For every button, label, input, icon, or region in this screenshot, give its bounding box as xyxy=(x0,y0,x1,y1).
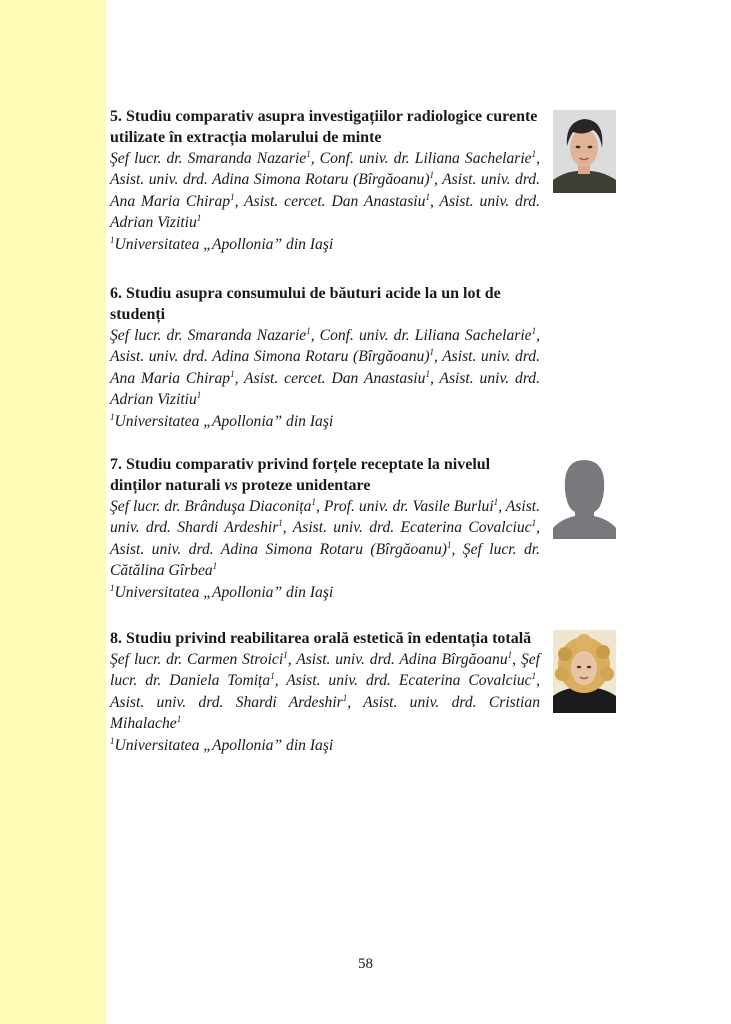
entry-affiliation: $^1$Universitatea „Apollonia” din Iaşi xyxy=(110,411,334,430)
entry-title: 7. Studiu comparativ privind forțele receptate la nivelul dinților naturali vs proteze unidentare xyxy=(110,456,491,494)
portrait-woman-icon xyxy=(553,110,616,193)
entry-title: 5. Studiu comparativ asupra investigațiilor radiologice curente utilizate în extracția molarului de minte xyxy=(110,108,538,146)
entry-title: 8. Studiu privind reabilitarea orală estetică în edentația totală xyxy=(110,630,532,647)
entry-title: 6. Studiu asupra consumului de băuturi acide la un lot de studenți xyxy=(110,285,501,323)
entry-authors: Şef lucr. dr. Carmen Stroici$^1$, Asist. univ. drd. Adina Bîrgăoanu$^1$, Şef lucr. dr. Daniela Tomița$^1$, Asist. univ. drd. Ecaterina Covalciuc$^1$, Asist. univ. drd. Shardi Ardeshir$^1$, Asist. univ. drd. Cristian Mihalache$^1$ xyxy=(110,649,540,733)
author-photo xyxy=(553,630,616,713)
entry-affiliation: $^1$Universitatea „Apollonia” din Iaşi xyxy=(110,234,334,253)
person-silhouette-icon xyxy=(553,456,616,539)
author-photo xyxy=(553,456,616,539)
entry-affiliation: $^1$Universitatea „Apollonia” din Iaşi xyxy=(110,582,334,601)
author-photo xyxy=(553,110,616,193)
entry-authors: Şef lucr. dr. Smaranda Nazarie$^1$, Conf. univ. dr. Liliana Sachelarie$^1$, Asist. univ. drd. Adina Simona Rotaru (Bîrgăoanu)$^1$, Asist. univ. drd. Ana Maria Chirap$^1$, Asist. cercet. Dan Anastasiu$^1$, Asist. univ. drd. Adrian Vizitiu$^1$ xyxy=(110,325,541,409)
abstract-entry-5 xyxy=(110,106,540,255)
entry-affiliation: $^1$Universitatea „Apollonia” din Iaşi xyxy=(110,735,334,754)
abstract-entry-6 xyxy=(110,283,540,432)
entry-authors: Şef lucr. dr. Brânduşa Diaconița$^1$, Prof. univ. dr. Vasile Burlui$^1$, Asist. univ. drd. Shardi Ardeshir$^1$, Asist. univ. drd. Ecaterina Covalciuc$^1$, Asist. univ. drd. Adina Simona Rotaru (Bîrgăoanu)$^1$, Şef lucr. dr. Cătălina Gîrbea$^1$ xyxy=(110,496,541,580)
entry-authors: Şef lucr. dr. Smaranda Nazarie$^1$, Conf. univ. dr. Liliana Sachelarie$^1$, Asist. univ. drd. Adina Simona Rotaru (Bîrgăoanu)$^1$, Asist. univ. drd. Ana Maria Chirap$^1$, Asist. cercet. Dan Anastasiu$^1$, Asist. univ. drd. Adrian Vizitiu$^1$ xyxy=(110,148,541,232)
page-number: 58 xyxy=(358,956,373,972)
portrait-woman-icon xyxy=(553,630,616,713)
abstract-entry-7 xyxy=(110,454,540,603)
abstract-entry-8 xyxy=(110,628,540,756)
margin-band xyxy=(0,0,106,1024)
